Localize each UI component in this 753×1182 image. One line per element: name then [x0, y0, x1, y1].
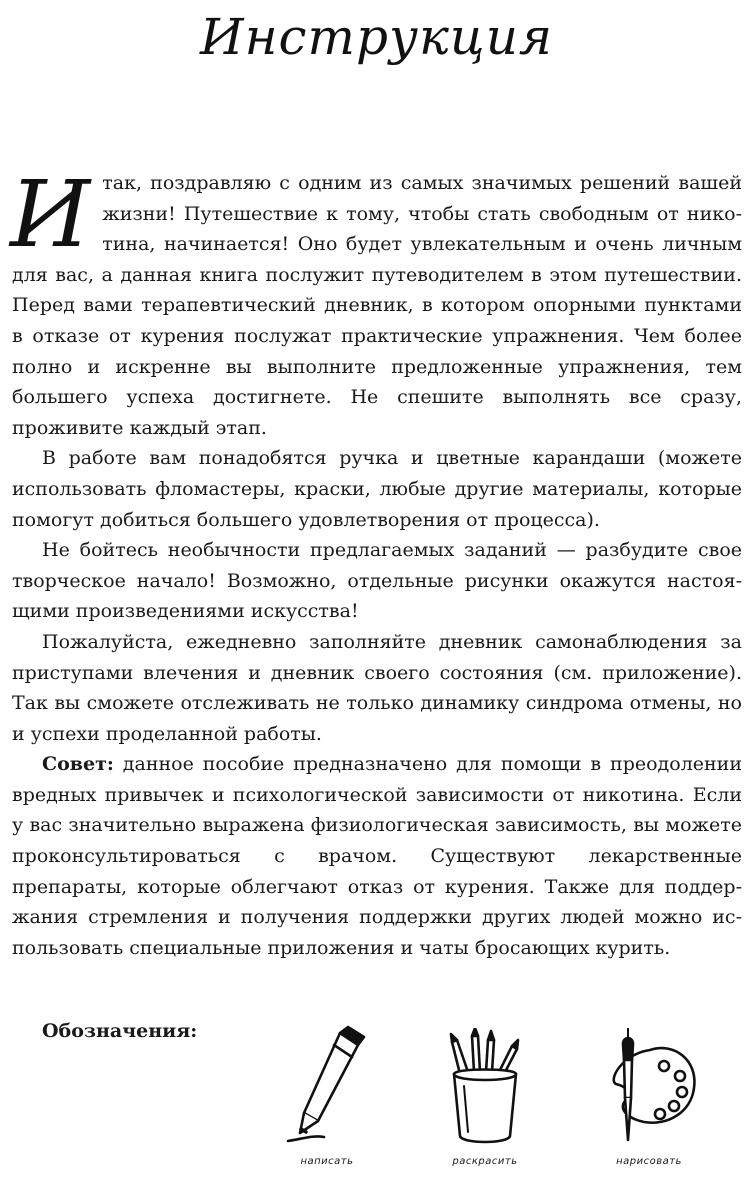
legend-label-write: написать	[300, 1156, 354, 1167]
drop-cap: И	[10, 161, 91, 268]
paragraph-advice	[12, 749, 742, 963]
advice-label: Совет:	[42, 753, 114, 776]
paragraph-materials: В работе вам понадобятся ручка и цветные карандаши (можете использовать фломастеры, краски, любые другие материалы, которые помогут добиться большего удовлетворения от процесса).	[12, 447, 742, 531]
paragraph-diary: Пожалуйста, ежедневно заполняйте дневник самонаблюдения за приступами влечения и дневник своего состояния (см. приложение). Так вы сможете отслеживать не только динамику синдрома отмены, но и успехи проделанной работы.	[12, 630, 742, 745]
paragraph-creativity: Не бойтесь необычности предлагаемых заданий — разбудите свое творческое начало! Возможно, отдельные рисунки окажутся настоящими произведениями искусства!	[12, 539, 742, 623]
legend-label-draw: нарисовать	[616, 1156, 682, 1167]
paragraph-intro	[10, 161, 742, 443]
pencil-cup-icon	[444, 1028, 526, 1148]
palette-icon	[604, 1028, 700, 1153]
legend-title: Обозначения:	[42, 1020, 198, 1042]
advice-text: данное пособие предназначено для помощи в преодолении вредных привычек и психологической зависимости от никотина. Если у вас значительно выражена физиологическая зависимость, вы можете проконсультироваться с врачом. Существуют лекарственные препараты, которые облегчают отказ от курения. Также для поддержания стремления и получения поддержки других людей можно использовать специальные приложения и чаты бросающих курить.	[12, 753, 742, 959]
instruction-text	[10, 161, 742, 963]
legend-label-color: раскрасить	[452, 1156, 518, 1167]
paragraph-intro-text: так, поздравляю с одним из самых значимых решений вашей жизни! Путешествие к тому, чтобы стать свободным от никотина, начинается! Оно будет увлекательным и очень личным для вас, а данная книга послужит путеводителем в этом путешествии. Перед вами терапевтический дневник, в котором опорными пунктами в отказе от курения послужат практические упражнения. Чем более полно и искренне вы выполните предложенные упражнения, тем большего успеха достигнете. Не спешите выполнять все сразу, проживите каждый этап.	[12, 172, 742, 439]
page-title: Инструкция	[199, 8, 554, 66]
pen-icon	[282, 1025, 372, 1150]
